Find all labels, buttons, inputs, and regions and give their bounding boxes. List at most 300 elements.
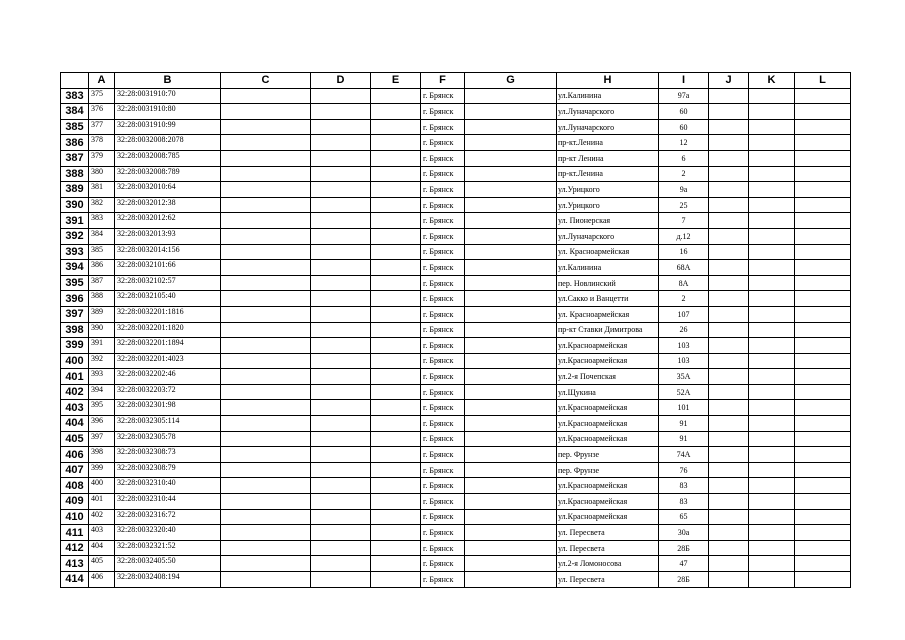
cell-c[interactable] xyxy=(221,104,311,120)
cell-l[interactable] xyxy=(795,244,851,260)
cell-d[interactable] xyxy=(311,244,371,260)
cell-b[interactable]: 32:28:0032305:114 xyxy=(115,416,221,432)
cell-c[interactable] xyxy=(221,166,311,182)
cell-j[interactable] xyxy=(709,462,749,478)
cell-d[interactable] xyxy=(311,525,371,541)
cell-f[interactable]: г. Брянск xyxy=(421,228,465,244)
cell-d[interactable] xyxy=(311,135,371,151)
cell-i[interactable]: 9а xyxy=(659,182,709,198)
cell-b[interactable]: 32:28:0032405:50 xyxy=(115,556,221,572)
cell-d[interactable] xyxy=(311,572,371,588)
cell-j[interactable] xyxy=(709,369,749,385)
cell-h[interactable]: ул.Красноармейская xyxy=(557,478,659,494)
cell-l[interactable] xyxy=(795,556,851,572)
cell-d[interactable] xyxy=(311,540,371,556)
cell-e[interactable] xyxy=(371,260,421,276)
cell-a[interactable]: 401 xyxy=(89,494,115,510)
corner-cell[interactable] xyxy=(61,73,89,89)
cell-k[interactable] xyxy=(749,431,795,447)
row-number-cell[interactable]: 404 xyxy=(61,416,89,432)
cell-h[interactable]: ул.2-я Ломоносова xyxy=(557,556,659,572)
row-number-cell[interactable]: 403 xyxy=(61,400,89,416)
cell-h[interactable]: ул. Пересвета xyxy=(557,540,659,556)
column-header-a[interactable]: A xyxy=(89,73,115,89)
cell-f[interactable]: г. Брянск xyxy=(421,416,465,432)
cell-j[interactable] xyxy=(709,556,749,572)
cell-d[interactable] xyxy=(311,166,371,182)
cell-j[interactable] xyxy=(709,525,749,541)
cell-h[interactable]: ул.Урицкого xyxy=(557,197,659,213)
cell-e[interactable] xyxy=(371,275,421,291)
cell-k[interactable] xyxy=(749,384,795,400)
cell-g[interactable] xyxy=(465,182,557,198)
cell-b[interactable]: 32:28:0031910:99 xyxy=(115,119,221,135)
cell-j[interactable] xyxy=(709,306,749,322)
cell-a[interactable]: 392 xyxy=(89,353,115,369)
cell-l[interactable] xyxy=(795,494,851,510)
column-header-d[interactable]: D xyxy=(311,73,371,89)
cell-c[interactable] xyxy=(221,540,311,556)
cell-d[interactable] xyxy=(311,431,371,447)
cell-b[interactable]: 32:28:0032201:1894 xyxy=(115,338,221,354)
row-number-cell[interactable]: 388 xyxy=(61,166,89,182)
cell-f[interactable]: г. Брянск xyxy=(421,104,465,120)
cell-d[interactable] xyxy=(311,416,371,432)
cell-e[interactable] xyxy=(371,135,421,151)
cell-a[interactable]: 376 xyxy=(89,104,115,120)
cell-l[interactable] xyxy=(795,150,851,166)
cell-b[interactable]: 32:28:0032201:1816 xyxy=(115,306,221,322)
cell-f[interactable]: г. Брянск xyxy=(421,400,465,416)
cell-a[interactable]: 384 xyxy=(89,228,115,244)
cell-l[interactable] xyxy=(795,431,851,447)
row-number-cell[interactable]: 390 xyxy=(61,197,89,213)
cell-l[interactable] xyxy=(795,322,851,338)
cell-k[interactable] xyxy=(749,88,795,104)
cell-i[interactable]: 83 xyxy=(659,494,709,510)
cell-a[interactable]: 389 xyxy=(89,306,115,322)
row-number-cell[interactable]: 387 xyxy=(61,150,89,166)
cell-i[interactable]: 47 xyxy=(659,556,709,572)
cell-d[interactable] xyxy=(311,338,371,354)
cell-j[interactable] xyxy=(709,260,749,276)
cell-e[interactable] xyxy=(371,540,421,556)
row-number-cell[interactable]: 411 xyxy=(61,525,89,541)
cell-i[interactable]: 76 xyxy=(659,462,709,478)
cell-d[interactable] xyxy=(311,494,371,510)
cell-g[interactable] xyxy=(465,462,557,478)
cell-j[interactable] xyxy=(709,431,749,447)
cell-h[interactable]: ул.Щукина xyxy=(557,384,659,400)
cell-c[interactable] xyxy=(221,306,311,322)
cell-h[interactable]: ул. Красноармейская xyxy=(557,306,659,322)
cell-g[interactable] xyxy=(465,291,557,307)
cell-f[interactable]: г. Брянск xyxy=(421,197,465,213)
cell-g[interactable] xyxy=(465,416,557,432)
cell-g[interactable] xyxy=(465,447,557,463)
cell-i[interactable]: 91 xyxy=(659,431,709,447)
cell-j[interactable] xyxy=(709,447,749,463)
cell-j[interactable] xyxy=(709,353,749,369)
row-number-cell[interactable]: 408 xyxy=(61,478,89,494)
cell-b[interactable]: 32:28:0032102:57 xyxy=(115,275,221,291)
cell-e[interactable] xyxy=(371,369,421,385)
cell-k[interactable] xyxy=(749,556,795,572)
cell-f[interactable]: г. Брянск xyxy=(421,572,465,588)
cell-k[interactable] xyxy=(749,104,795,120)
cell-i[interactable]: 8А xyxy=(659,275,709,291)
cell-d[interactable] xyxy=(311,228,371,244)
cell-d[interactable] xyxy=(311,509,371,525)
cell-a[interactable]: 385 xyxy=(89,244,115,260)
cell-e[interactable] xyxy=(371,353,421,369)
cell-j[interactable] xyxy=(709,572,749,588)
cell-l[interactable] xyxy=(795,104,851,120)
cell-l[interactable] xyxy=(795,369,851,385)
row-number-cell[interactable]: 399 xyxy=(61,338,89,354)
cell-c[interactable] xyxy=(221,338,311,354)
cell-a[interactable]: 402 xyxy=(89,509,115,525)
cell-i[interactable]: 68А xyxy=(659,260,709,276)
row-number-cell[interactable]: 401 xyxy=(61,369,89,385)
cell-f[interactable]: г. Брянск xyxy=(421,384,465,400)
cell-d[interactable] xyxy=(311,150,371,166)
cell-h[interactable]: ул.Луначарского xyxy=(557,228,659,244)
cell-c[interactable] xyxy=(221,525,311,541)
cell-h[interactable]: пер. Фрунзе xyxy=(557,447,659,463)
cell-f[interactable]: г. Брянск xyxy=(421,166,465,182)
cell-g[interactable] xyxy=(465,88,557,104)
cell-l[interactable] xyxy=(795,135,851,151)
cell-e[interactable] xyxy=(371,447,421,463)
cell-g[interactable] xyxy=(465,338,557,354)
cell-f[interactable]: г. Брянск xyxy=(421,540,465,556)
cell-e[interactable] xyxy=(371,494,421,510)
cell-d[interactable] xyxy=(311,322,371,338)
cell-j[interactable] xyxy=(709,150,749,166)
cell-c[interactable] xyxy=(221,384,311,400)
cell-c[interactable] xyxy=(221,182,311,198)
cell-g[interactable] xyxy=(465,556,557,572)
cell-h[interactable]: ул.Красноармейская xyxy=(557,353,659,369)
cell-k[interactable] xyxy=(749,228,795,244)
cell-a[interactable]: 381 xyxy=(89,182,115,198)
column-header-k[interactable]: K xyxy=(749,73,795,89)
cell-a[interactable]: 399 xyxy=(89,462,115,478)
cell-j[interactable] xyxy=(709,322,749,338)
cell-f[interactable]: г. Брянск xyxy=(421,431,465,447)
cell-g[interactable] xyxy=(465,525,557,541)
cell-f[interactable]: г. Брянск xyxy=(421,182,465,198)
cell-i[interactable]: 107 xyxy=(659,306,709,322)
cell-k[interactable] xyxy=(749,119,795,135)
cell-a[interactable]: 382 xyxy=(89,197,115,213)
column-header-j[interactable]: J xyxy=(709,73,749,89)
cell-k[interactable] xyxy=(749,197,795,213)
cell-l[interactable] xyxy=(795,182,851,198)
cell-c[interactable] xyxy=(221,509,311,525)
cell-d[interactable] xyxy=(311,291,371,307)
cell-j[interactable] xyxy=(709,291,749,307)
cell-h[interactable]: ул.Красноармейская xyxy=(557,509,659,525)
cell-a[interactable]: 405 xyxy=(89,556,115,572)
cell-h[interactable]: ул.Калинина xyxy=(557,88,659,104)
cell-g[interactable] xyxy=(465,572,557,588)
cell-j[interactable] xyxy=(709,104,749,120)
cell-i[interactable]: 83 xyxy=(659,478,709,494)
cell-e[interactable] xyxy=(371,462,421,478)
cell-b[interactable]: 32:28:0032203:72 xyxy=(115,384,221,400)
cell-e[interactable] xyxy=(371,525,421,541)
column-header-e[interactable]: E xyxy=(371,73,421,89)
cell-i[interactable]: 12 xyxy=(659,135,709,151)
cell-h[interactable]: ул.Калинина xyxy=(557,260,659,276)
cell-f[interactable]: г. Брянск xyxy=(421,494,465,510)
cell-l[interactable] xyxy=(795,291,851,307)
cell-k[interactable] xyxy=(749,182,795,198)
cell-b[interactable]: 32:28:0031910:70 xyxy=(115,88,221,104)
cell-h[interactable]: ул.Красноармейская xyxy=(557,338,659,354)
cell-b[interactable]: 32:28:0032301:98 xyxy=(115,400,221,416)
cell-j[interactable] xyxy=(709,478,749,494)
cell-h[interactable]: ул. Пересвета xyxy=(557,525,659,541)
cell-l[interactable] xyxy=(795,353,851,369)
cell-b[interactable]: 32:28:0032202:46 xyxy=(115,369,221,385)
cell-k[interactable] xyxy=(749,322,795,338)
cell-g[interactable] xyxy=(465,431,557,447)
cell-g[interactable] xyxy=(465,260,557,276)
cell-a[interactable]: 379 xyxy=(89,150,115,166)
cell-e[interactable] xyxy=(371,416,421,432)
row-number-cell[interactable]: 397 xyxy=(61,306,89,322)
cell-i[interactable]: 2 xyxy=(659,166,709,182)
cell-d[interactable] xyxy=(311,88,371,104)
cell-f[interactable]: г. Брянск xyxy=(421,525,465,541)
cell-e[interactable] xyxy=(371,306,421,322)
cell-k[interactable] xyxy=(749,275,795,291)
cell-l[interactable] xyxy=(795,462,851,478)
cell-k[interactable] xyxy=(749,572,795,588)
cell-k[interactable] xyxy=(749,478,795,494)
cell-i[interactable]: 74А xyxy=(659,447,709,463)
cell-a[interactable]: 406 xyxy=(89,572,115,588)
cell-k[interactable] xyxy=(749,260,795,276)
cell-e[interactable] xyxy=(371,197,421,213)
cell-i[interactable]: 101 xyxy=(659,400,709,416)
cell-j[interactable] xyxy=(709,213,749,229)
cell-i[interactable]: 91 xyxy=(659,416,709,432)
cell-e[interactable] xyxy=(371,384,421,400)
cell-h[interactable]: ул.Сакко и Ванцетти xyxy=(557,291,659,307)
cell-k[interactable] xyxy=(749,244,795,260)
cell-d[interactable] xyxy=(311,213,371,229)
cell-e[interactable] xyxy=(371,104,421,120)
cell-g[interactable] xyxy=(465,306,557,322)
cell-k[interactable] xyxy=(749,494,795,510)
cell-l[interactable] xyxy=(795,197,851,213)
cell-g[interactable] xyxy=(465,104,557,120)
cell-b[interactable]: 32:28:0032101:66 xyxy=(115,260,221,276)
cell-b[interactable]: 32:28:0032010:64 xyxy=(115,182,221,198)
cell-g[interactable] xyxy=(465,166,557,182)
cell-c[interactable] xyxy=(221,416,311,432)
cell-j[interactable] xyxy=(709,338,749,354)
row-number-cell[interactable]: 383 xyxy=(61,88,89,104)
cell-f[interactable]: г. Брянск xyxy=(421,150,465,166)
row-number-cell[interactable]: 392 xyxy=(61,228,89,244)
cell-h[interactable]: пр-кт.Ленина xyxy=(557,166,659,182)
row-number-cell[interactable]: 413 xyxy=(61,556,89,572)
cell-a[interactable]: 393 xyxy=(89,369,115,385)
cell-f[interactable]: г. Брянск xyxy=(421,462,465,478)
cell-k[interactable] xyxy=(749,213,795,229)
row-number-cell[interactable]: 384 xyxy=(61,104,89,120)
row-number-cell[interactable]: 409 xyxy=(61,494,89,510)
cell-e[interactable] xyxy=(371,400,421,416)
column-header-h[interactable]: H xyxy=(557,73,659,89)
cell-e[interactable] xyxy=(371,228,421,244)
cell-j[interactable] xyxy=(709,540,749,556)
cell-h[interactable]: ул. Пионерская xyxy=(557,213,659,229)
cell-c[interactable] xyxy=(221,119,311,135)
column-header-l[interactable]: L xyxy=(795,73,851,89)
cell-e[interactable] xyxy=(371,119,421,135)
cell-i[interactable]: 28Б xyxy=(659,572,709,588)
row-number-cell[interactable]: 414 xyxy=(61,572,89,588)
cell-d[interactable] xyxy=(311,400,371,416)
cell-c[interactable] xyxy=(221,244,311,260)
cell-c[interactable] xyxy=(221,478,311,494)
cell-f[interactable]: г. Брянск xyxy=(421,509,465,525)
cell-l[interactable] xyxy=(795,338,851,354)
column-header-b[interactable]: B xyxy=(115,73,221,89)
cell-b[interactable]: 32:28:0032321:52 xyxy=(115,540,221,556)
cell-a[interactable]: 398 xyxy=(89,447,115,463)
cell-j[interactable] xyxy=(709,275,749,291)
cell-a[interactable]: 404 xyxy=(89,540,115,556)
cell-e[interactable] xyxy=(371,88,421,104)
cell-a[interactable]: 390 xyxy=(89,322,115,338)
cell-c[interactable] xyxy=(221,556,311,572)
cell-a[interactable]: 391 xyxy=(89,338,115,354)
cell-l[interactable] xyxy=(795,447,851,463)
row-number-cell[interactable]: 405 xyxy=(61,431,89,447)
cell-i[interactable]: 103 xyxy=(659,353,709,369)
cell-k[interactable] xyxy=(749,291,795,307)
cell-j[interactable] xyxy=(709,244,749,260)
cell-c[interactable] xyxy=(221,291,311,307)
cell-i[interactable]: 16 xyxy=(659,244,709,260)
cell-j[interactable] xyxy=(709,494,749,510)
cell-f[interactable]: г. Брянск xyxy=(421,306,465,322)
cell-g[interactable] xyxy=(465,275,557,291)
cell-d[interactable] xyxy=(311,197,371,213)
cell-b[interactable]: 32:28:0032308:79 xyxy=(115,462,221,478)
cell-c[interactable] xyxy=(221,462,311,478)
cell-g[interactable] xyxy=(465,509,557,525)
row-number-cell[interactable]: 406 xyxy=(61,447,89,463)
cell-e[interactable] xyxy=(371,478,421,494)
cell-f[interactable]: г. Брянск xyxy=(421,88,465,104)
column-header-f[interactable]: F xyxy=(421,73,465,89)
cell-d[interactable] xyxy=(311,556,371,572)
cell-e[interactable] xyxy=(371,166,421,182)
cell-b[interactable]: 32:28:0032008:789 xyxy=(115,166,221,182)
cell-g[interactable] xyxy=(465,119,557,135)
cell-c[interactable] xyxy=(221,353,311,369)
cell-j[interactable] xyxy=(709,400,749,416)
cell-k[interactable] xyxy=(749,166,795,182)
cell-b[interactable]: 32:28:0032012:38 xyxy=(115,197,221,213)
row-number-cell[interactable]: 398 xyxy=(61,322,89,338)
cell-g[interactable] xyxy=(465,494,557,510)
cell-e[interactable] xyxy=(371,150,421,166)
row-number-cell[interactable]: 385 xyxy=(61,119,89,135)
row-number-cell[interactable]: 395 xyxy=(61,275,89,291)
cell-a[interactable]: 395 xyxy=(89,400,115,416)
cell-i[interactable]: 25 xyxy=(659,197,709,213)
cell-e[interactable] xyxy=(371,572,421,588)
cell-k[interactable] xyxy=(749,369,795,385)
cell-i[interactable]: 35А xyxy=(659,369,709,385)
cell-e[interactable] xyxy=(371,244,421,260)
row-number-cell[interactable]: 402 xyxy=(61,384,89,400)
cell-a[interactable]: 403 xyxy=(89,525,115,541)
cell-h[interactable]: ул.Красноармейская xyxy=(557,416,659,432)
cell-g[interactable] xyxy=(465,213,557,229)
cell-e[interactable] xyxy=(371,431,421,447)
cell-a[interactable]: 388 xyxy=(89,291,115,307)
cell-l[interactable] xyxy=(795,400,851,416)
cell-g[interactable] xyxy=(465,150,557,166)
cell-h[interactable]: ул.Красноармейская xyxy=(557,494,659,510)
cell-h[interactable]: пр-кт Ставки Димитрова xyxy=(557,322,659,338)
cell-k[interactable] xyxy=(749,509,795,525)
cell-k[interactable] xyxy=(749,525,795,541)
cell-c[interactable] xyxy=(221,213,311,229)
cell-j[interactable] xyxy=(709,135,749,151)
row-number-cell[interactable]: 393 xyxy=(61,244,89,260)
cell-g[interactable] xyxy=(465,369,557,385)
cell-d[interactable] xyxy=(311,478,371,494)
cell-a[interactable]: 383 xyxy=(89,213,115,229)
cell-i[interactable]: д.12 xyxy=(659,228,709,244)
cell-h[interactable]: ул.2-я Почепская xyxy=(557,369,659,385)
cell-l[interactable] xyxy=(795,416,851,432)
cell-e[interactable] xyxy=(371,338,421,354)
cell-k[interactable] xyxy=(749,150,795,166)
cell-j[interactable] xyxy=(709,384,749,400)
cell-j[interactable] xyxy=(709,119,749,135)
cell-k[interactable] xyxy=(749,338,795,354)
cell-h[interactable]: пер. Фрунзе xyxy=(557,462,659,478)
cell-j[interactable] xyxy=(709,509,749,525)
cell-b[interactable]: 32:28:0032310:44 xyxy=(115,494,221,510)
cell-j[interactable] xyxy=(709,228,749,244)
cell-i[interactable]: 65 xyxy=(659,509,709,525)
row-number-cell[interactable]: 412 xyxy=(61,540,89,556)
cell-i[interactable]: 103 xyxy=(659,338,709,354)
cell-b[interactable]: 32:28:0032310:40 xyxy=(115,478,221,494)
cell-k[interactable] xyxy=(749,447,795,463)
cell-l[interactable] xyxy=(795,228,851,244)
cell-k[interactable] xyxy=(749,135,795,151)
cell-j[interactable] xyxy=(709,182,749,198)
cell-i[interactable]: 6 xyxy=(659,150,709,166)
cell-b[interactable]: 32:28:0032408:194 xyxy=(115,572,221,588)
cell-b[interactable]: 32:28:0032012:62 xyxy=(115,213,221,229)
cell-g[interactable] xyxy=(465,478,557,494)
